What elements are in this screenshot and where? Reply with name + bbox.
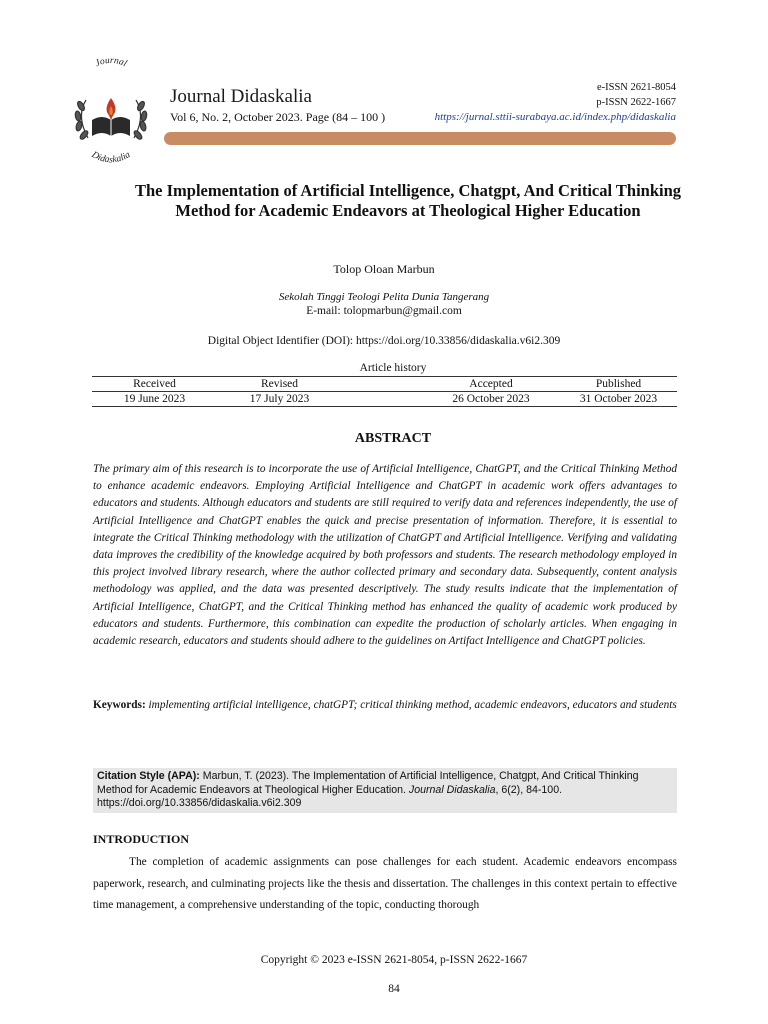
history-header-revised: Revised — [217, 377, 342, 392]
journal-logo — [62, 54, 160, 164]
history-spacer — [342, 392, 422, 407]
citation-text: Marbun, T. (2023). The Implementation of Artificial Intelligence, Chatgpt, And Critical Thinking Method for Academic Endeavors at Theological Higher Education. — [97, 770, 639, 796]
keywords-list: implementing artificial intelligence, chatGPT; critical thinking method, academic endeavors, educators and students — [145, 699, 677, 711]
page-number: 84 — [388, 983, 400, 995]
journal-name: Journal Didaskalia — [170, 86, 312, 107]
citation-journal: Journal Didaskalia — [408, 783, 496, 796]
introduction-body: The completion of academic assignments can pose challenges for each student. Academic endeavors encompass paperwork, research, and culminating projects like the thesis and dissertation. The challenges in this context pertain to effective time management, a comprehensive understanding of the topic, conducting thorough — [93, 856, 677, 911]
citation-box — [93, 768, 677, 813]
keywords — [93, 699, 677, 713]
paper-title: The Implementation of Artificial Intelligence, Chatgpt, And Critical Thinking Method for Academic Endeavors at Theological Higher Education — [134, 181, 682, 220]
p-issn: p-ISSN 2622-1667 — [596, 97, 676, 108]
introduction-heading: INTRODUCTION — [93, 832, 190, 846]
history-revised-date: 17 July 2023 — [217, 392, 342, 407]
history-header-published: Published — [560, 377, 677, 392]
history-received-date: 19 June 2023 — [92, 392, 217, 407]
history-header-accepted: Accepted — [422, 377, 560, 392]
abstract-heading: ABSTRACT — [354, 431, 432, 446]
svg-text:Journal: Journal — [93, 55, 129, 70]
journal-url-link[interactable]: https://jurnal.sttii-surabaya.ac.id/index.php/didaskalia — [434, 111, 676, 123]
citation-label: Citation Style (APA): — [97, 770, 200, 782]
volume-info: Vol 6, No. 2, October 2023. Page (84 – 100 ) — [170, 110, 386, 124]
history-published-date: 31 October 2023 — [560, 392, 677, 407]
history-header-received: Received — [92, 377, 217, 392]
article-history-table — [92, 376, 677, 407]
history-header-spacer — [342, 377, 422, 392]
svg-text:Didaskalia: Didaskalia — [89, 150, 133, 164]
article-history-title: Article history — [359, 362, 427, 374]
author-email: E-mail: tolopmarbun@gmail.com — [306, 305, 462, 317]
doi-line: Digital Object Identifier (DOI): https://doi.org/10.33856/didaskalia.v6i2.309 — [207, 335, 561, 347]
author-name: Tolop Oloan Marbun — [333, 262, 435, 276]
abstract-body: The primary aim of this research is to incorporate the use of Artificial Intelligence, ChatGPT, and the Critical Thinking Method to enhance academic endeavors. Employing Artificial Intelligence and ChatGPT in academic work offers advantages to educators and students. Although educators and students are still required to verify data and references independently, the use of Artificial Intelligence and ChatGPT enables the quick and precise presentation of information. Therefore, it is essential to integrate the Critical Thinking methodology with the utilization of ChatGPT and Artificial Intelligence. Verifying and validating data improves the credibility of the knowledge acquired by both professors and students. The research methodology employed in this project involved library research, where the author collected primary and secondary data. Subsequently, content analysis methodology was applied, and the data was presented descriptively. The study results indicate that the implementation of Artificial Intelligence, ChatGPT, and the Critical Thinking method has enhanced the quality of academic work produced by educators and students. Furthermore, this combination can expedite the production of scholarly articles. When engaging in academic research, educators and students should adhere to the guidelines on Artifact Intelligence and ChatGPT policies. — [93, 463, 677, 648]
e-issn: e-ISSN 2621-8054 — [596, 82, 676, 93]
author-affiliation: Sekolah Tinggi Teologi Pelita Dunia Tangerang — [278, 291, 490, 303]
header-accent-bar — [164, 132, 676, 145]
keywords-label: Keywords: — [93, 699, 146, 711]
citation-text-end: , 6(2), 84-100. https://doi.org/10.33856/didaskalia.v6i2.309 — [97, 783, 563, 809]
history-accepted-date: 26 October 2023 — [422, 392, 560, 407]
copyright-footer: Copyright © 2023 e-ISSN 2621-8054, p-ISSN 2622-1667 — [260, 954, 528, 966]
